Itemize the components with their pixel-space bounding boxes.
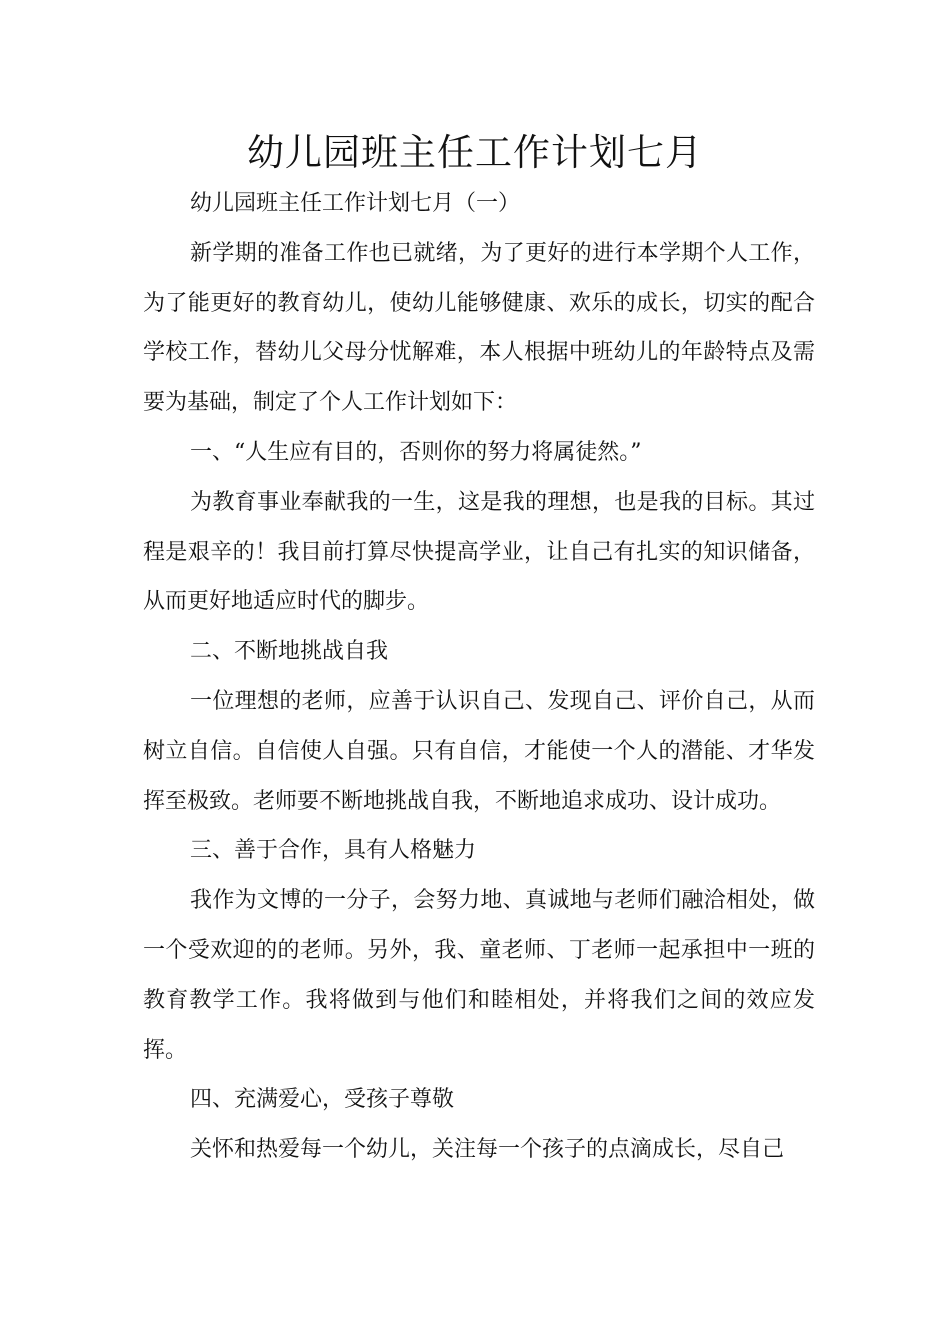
subtitle-paragraph: 幼儿园班主任工作计划七月（一）: [190, 191, 521, 216]
intro-paragraph: 新学期的准备工作也已就绪，为了更好的进行本学期个人工作，为了能更好的教育幼儿，使幼儿能够健康、欢乐的成长，切实的配合学校工作，替幼儿父母分忧解难，本人根据中班幼儿的年龄特点及需要为基础，制定了个人工作计划如下：: [143, 240, 815, 416]
section-heading-3: 三、善于合作，具有人格魅力: [190, 838, 477, 864]
section-paragraph-3: 我作为文博的一分子，会努力地、真诚地与老师们融洽相处，做一个受欢迎的的老师。另外，我、童老师、丁老师一起承担中一班的教育教学工作。我将做到与他们和睦相处，并将我们之间的效应发挥。: [143, 888, 815, 1063]
section-heading-4: 四、充满爱心，受孩子尊敬: [190, 1087, 455, 1113]
section-paragraph-4: 关怀和热爱每一个幼儿，关注每一个孩子的点滴成长，尽自己: [190, 1137, 785, 1163]
section-heading-1: 一、“人生应有目的，否则你的努力将属徒然。”: [190, 439, 642, 465]
section-paragraph-1: 为教育事业奉献我的一生，这是我的理想，也是我的目标。其过程是艰辛的！我目前打算尽快提高学业，让自己有扎实的知识储备，从而更好地适应时代的脚步。: [143, 489, 815, 615]
section-heading-2: 二、不断地挑战自我: [190, 639, 389, 665]
document-title: 幼儿园班主任工作计划七月: [247, 131, 703, 174]
section-paragraph-2: 一位理想的老师，应善于认识自己、发现自己、评价自己，从而树立自信。自信使人自强。只有自信，才能使一个人的潜能、才华发挥至极致。老师要不断地挑战自我，不断地追求成功、设计成功。: [143, 688, 815, 814]
document-body: [143, 179, 815, 1175]
